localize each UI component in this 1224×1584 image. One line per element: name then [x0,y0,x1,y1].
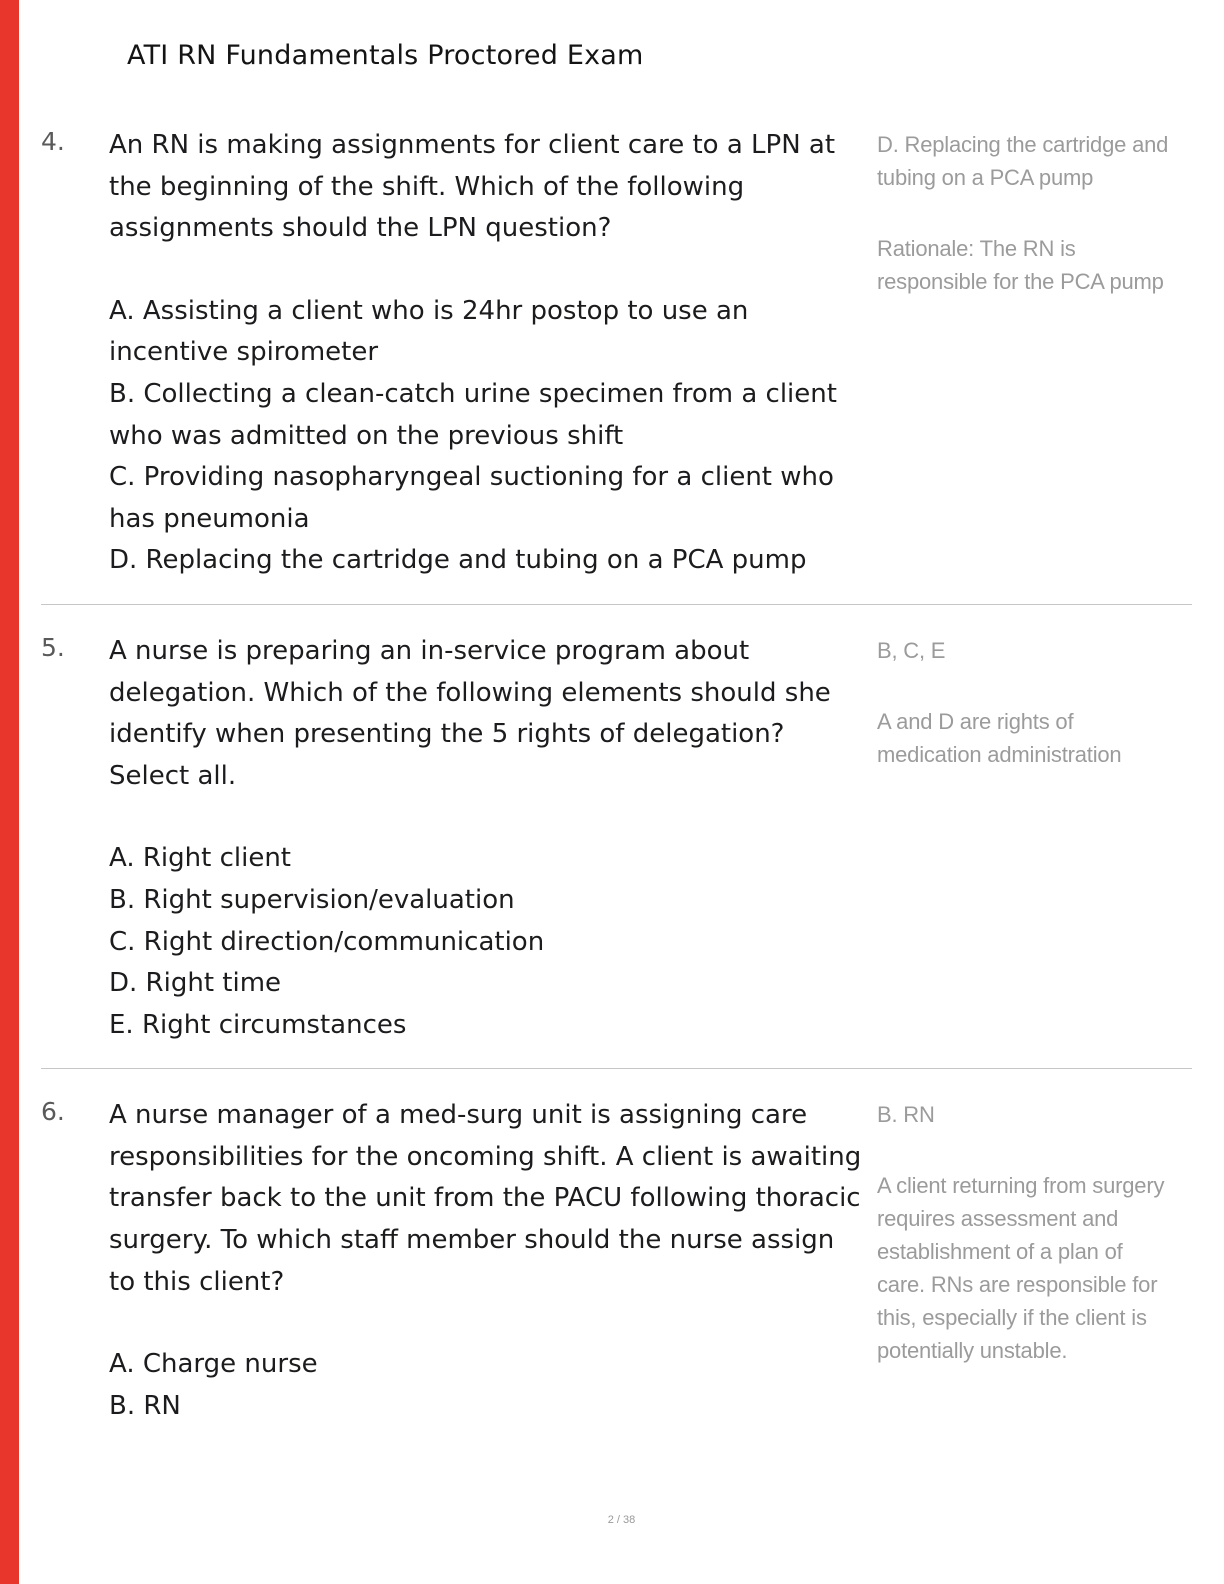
question-text: A nurse is preparing an in-service program about delegation. Which of the following elements should she identify when presenting the 5 rights of delegation? Select all. [109,635,831,791]
answer-column [877,631,1173,771]
question-number: 4. [41,127,65,156]
question-divider [41,604,1192,605]
document-page [19,0,1224,1584]
answer-option: B. Collecting a clean-catch urine specimen from a client who was admitted on the previous shift [109,378,837,451]
left-margin-bar [0,0,19,1584]
answer-options [109,291,867,582]
page-title: ATI RN Fundamentals Proctored Exam [127,40,644,71]
answer-option: B. Right supervision/evaluation [109,884,515,915]
answer-option: D. Right time [109,968,282,999]
question-body [109,1095,867,1427]
answer-options [109,838,867,1046]
answer-option: C. Right direction/communication [109,926,545,957]
rationale-text: Rationale: The RN is responsible for the PCA pump [877,236,1164,294]
question-block-6 [41,1095,1198,1427]
question-text: A nurse manager of a med-surg unit is assigning care responsibilities for the oncoming shift. A client is awaiting transfer back to the unit from the PACU following thoracic surgery. To which staff member should the nurse assign to this client? [109,1100,862,1297]
question-block-4 [41,125,1198,582]
answer-options [109,1344,867,1427]
answer-column [877,125,1173,298]
answer-option: C. Providing nasopharyngeal suctioning for a client who has pneumonia [109,462,834,534]
question-divider [41,1068,1192,1069]
page-number: 2 / 38 [607,1514,636,1526]
answer-option: D. Replacing the cartridge and tubing on a PCA pump [109,545,807,576]
question-text: An RN is making assignments for client care to a LPN at the beginning of the shift. Which of the following assignments should the LPN question? [109,130,836,244]
question-body [109,631,867,1046]
answer-key: B. RN [877,1102,935,1128]
question-block-5 [41,631,1198,1046]
rationale-text: A and D are rights of medication administration [877,708,1122,767]
answer-key: B, C, E [877,637,946,663]
questions-list [41,125,1198,1427]
question-number: 6. [41,1097,65,1127]
answer-option: A. Assisting a client who is 24hr postop to use an incentive spirometer [109,295,749,368]
question-number: 5. [41,632,65,662]
answer-key: D. Replacing the cartridge and tubing on a PCA pump [877,132,1169,190]
answer-column [877,1095,1173,1367]
answer-option: E. Right circumstances [109,1009,407,1040]
question-body [109,125,867,582]
rationale-text: A client returning from surgery requires assessment and establishment of a plan of care. RNs are responsible for this, especially if the client is potentially unstable. [877,1173,1165,1364]
answer-option: A. Right client [109,843,291,874]
answer-option: A. Charge nurse [109,1349,318,1380]
answer-option: B. RN [109,1390,181,1421]
